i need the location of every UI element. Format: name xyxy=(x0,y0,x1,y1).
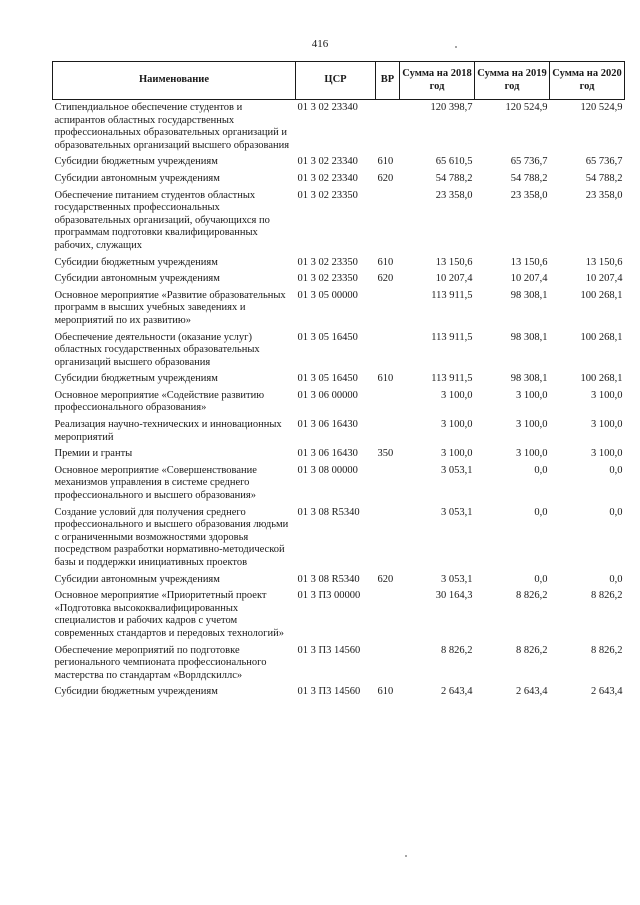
row-name: Субсидии автономным учреждениям xyxy=(54,172,220,184)
row-sum-2020: 100 268,1 xyxy=(580,373,623,385)
row-sum-2019: 10 207,4 xyxy=(510,273,548,285)
table-row xyxy=(53,417,625,446)
row-vr: 610 xyxy=(377,156,394,168)
row-vr xyxy=(376,588,400,642)
row-csr: 01 3 08 R5340 xyxy=(297,573,360,585)
table-row xyxy=(53,505,625,572)
row-name: Основное мероприятие «Совершенствование механизмов управления в системе среднего профессионального и высшего образования» xyxy=(54,464,257,502)
row-sum-2018: 23 358,0 xyxy=(435,189,473,201)
row-name: Субсидии автономным учреждениям xyxy=(54,573,220,585)
row-sum-2020: 13 150,6 xyxy=(585,256,623,268)
row-sum-2019: 8 826,2 xyxy=(516,644,548,656)
header-vr: ВР xyxy=(376,62,400,100)
row-csr: 01 3 П3 14560 xyxy=(297,686,361,698)
row-csr: 01 3 06 16430 xyxy=(297,419,358,431)
table-row xyxy=(53,588,625,642)
table-row xyxy=(53,643,625,685)
page-number: 416 xyxy=(311,38,329,50)
row-sum-2019: 8 826,2 xyxy=(516,590,548,602)
row-sum-2018: 120 398,7 xyxy=(430,102,473,113)
row-sum-2018: 3 053,1 xyxy=(441,506,473,518)
table-row xyxy=(53,154,625,171)
row-sum-2019: 3 100,0 xyxy=(516,389,548,401)
row-name: Субсидии автономным учреждениям xyxy=(54,273,220,285)
row-vr: 610 xyxy=(377,686,394,698)
header-csr: ЦСР xyxy=(296,62,376,100)
row-csr: 01 3 06 16430 xyxy=(297,448,358,460)
table-body xyxy=(53,100,625,701)
table-row xyxy=(53,572,625,589)
row-sum-2019: 0,0 xyxy=(534,464,548,476)
row-sum-2020: 8 826,2 xyxy=(591,644,623,656)
row-sum-2018: 10 207,4 xyxy=(435,273,473,285)
row-vr: 610 xyxy=(377,256,394,268)
row-sum-2019: 23 358,0 xyxy=(510,189,548,201)
row-name: Субсидии бюджетным учреждениям xyxy=(54,686,218,698)
scan-speck xyxy=(455,46,457,48)
table-row xyxy=(53,371,625,388)
scan-speck xyxy=(405,855,407,857)
row-sum-2020: 10 207,4 xyxy=(585,273,623,285)
table-row xyxy=(53,388,625,417)
row-name: Обеспечение питанием студентов областных государственных профессиональных образовательных организаций, обучающихся по программам подготовки квалифицированных рабочих, служащих xyxy=(54,189,270,251)
row-sum-2018: 13 150,6 xyxy=(435,256,473,268)
header-sum-2020: Сумма на 2020 год xyxy=(550,62,625,100)
row-vr: 620 xyxy=(377,273,394,285)
row-csr: 01 3 02 23350 xyxy=(297,189,358,201)
row-sum-2020: 54 788,2 xyxy=(585,172,623,184)
row-sum-2019: 3 100,0 xyxy=(516,448,548,460)
row-csr: 01 3 08 00000 xyxy=(297,464,358,476)
row-sum-2018: 8 826,2 xyxy=(441,644,473,656)
table-row xyxy=(53,271,625,288)
row-vr xyxy=(376,330,400,372)
row-name: Субсидии бюджетным учреждениям xyxy=(54,156,218,168)
row-vr xyxy=(376,417,400,446)
table-row xyxy=(53,330,625,372)
row-sum-2020: 2 643,4 xyxy=(591,686,623,698)
row-name: Стипендиальное обеспечение студентов и аспирантов областных государственных профессиональных образовательных организаций и образовательных организаций высшего образования xyxy=(54,102,290,151)
row-sum-2020: 120 524,9 xyxy=(580,102,623,113)
row-name: Основное мероприятие «Приоритетный проект «Подготовка высококвалифицированных специалистов и рабочих кадров с учетом современных стандартов и передовых технологий» xyxy=(54,590,284,639)
row-sum-2020: 0,0 xyxy=(609,464,623,476)
row-name: Реализация научно-технических и инновационных мероприятий xyxy=(54,419,282,443)
row-csr: 01 3 02 23350 xyxy=(297,273,358,285)
table-header-row xyxy=(53,62,625,100)
row-sum-2020: 0,0 xyxy=(609,506,623,518)
budget-table xyxy=(52,61,625,701)
row-sum-2019: 98 308,1 xyxy=(510,373,548,385)
row-sum-2018: 65 610,5 xyxy=(435,156,473,168)
row-vr: 620 xyxy=(377,573,394,585)
row-vr: 620 xyxy=(377,172,394,184)
row-sum-2018: 30 164,3 xyxy=(435,590,473,602)
row-sum-2020: 100 268,1 xyxy=(580,331,623,343)
row-sum-2018: 113 911,5 xyxy=(431,289,473,301)
row-sum-2020: 3 100,0 xyxy=(591,448,623,460)
row-sum-2018: 3 100,0 xyxy=(441,448,473,460)
row-sum-2020: 23 358,0 xyxy=(585,189,623,201)
row-name: Обеспечение мероприятий по подготовке регионального чемпионата профессионального мастерства по стандартам «Ворлдскиллс» xyxy=(54,644,267,681)
row-sum-2019: 0,0 xyxy=(534,573,548,585)
row-sum-2020: 8 826,2 xyxy=(591,590,623,602)
row-vr xyxy=(376,505,400,572)
row-csr: 01 3 02 23350 xyxy=(297,256,358,268)
row-csr: 01 3 05 16450 xyxy=(297,331,358,343)
row-name: Субсидии бюджетным учреждениям xyxy=(54,373,218,385)
row-csr: 01 3 06 00000 xyxy=(297,389,358,401)
row-sum-2019: 65 736,7 xyxy=(510,156,548,168)
table-row xyxy=(53,100,625,155)
row-sum-2018: 3 100,0 xyxy=(441,419,473,431)
header-sum-2019: Сумма на 2019 год xyxy=(475,62,550,100)
row-name: Основное мероприятие «Развитие образовательных программ в высших учебных заведениях и мероприятий по их развитию» xyxy=(54,289,286,326)
row-sum-2020: 65 736,7 xyxy=(585,156,623,168)
row-csr: 01 3 08 R5340 xyxy=(297,506,360,518)
row-vr: 610 xyxy=(377,373,394,385)
row-vr xyxy=(376,463,400,505)
row-sum-2018: 3 053,1 xyxy=(441,573,473,585)
row-vr xyxy=(376,100,400,155)
row-sum-2019: 98 308,1 xyxy=(510,331,548,343)
row-csr: 01 3 05 16450 xyxy=(297,373,358,385)
row-name: Основное мероприятие «Содействие развитию профессионального образования» xyxy=(54,389,265,414)
row-csr: 01 3 02 23340 xyxy=(297,102,358,113)
row-csr: 01 3 02 23340 xyxy=(297,156,358,168)
row-sum-2019: 13 150,6 xyxy=(510,256,548,268)
row-name: Создание условий для получения среднего профессионального и высшего образования людьми с ограниченными возможностями здоровья посредством разработки нормативно-методической базы и поддержки инициативных проектов xyxy=(54,506,289,568)
row-sum-2018: 3 053,1 xyxy=(441,464,473,476)
table-row xyxy=(53,255,625,272)
row-sum-2019: 120 524,9 xyxy=(505,102,548,113)
row-sum-2018: 113 911,5 xyxy=(431,373,473,385)
row-sum-2020: 100 268,1 xyxy=(580,289,623,301)
table-row xyxy=(53,188,625,255)
row-name: Обеспечение деятельности (оказание услуг) областных государственных образовательных организаций высшего образования xyxy=(54,331,260,368)
row-name: Премии и гранты xyxy=(54,448,133,460)
row-csr: 01 3 П3 14560 xyxy=(297,644,361,656)
header-name: Наименование xyxy=(53,62,296,100)
row-sum-2019: 98 308,1 xyxy=(510,289,548,301)
row-sum-2019: 3 100,0 xyxy=(516,419,548,431)
row-sum-2018: 54 788,2 xyxy=(435,172,473,184)
row-name: Субсидии бюджетным учреждениям xyxy=(54,256,218,268)
row-sum-2018: 3 100,0 xyxy=(441,389,473,401)
table-row xyxy=(53,463,625,505)
row-csr: 01 3 П3 00000 xyxy=(297,590,361,602)
row-sum-2019: 54 788,2 xyxy=(510,172,548,184)
row-sum-2019: 0,0 xyxy=(534,506,548,518)
row-sum-2018: 113 911,5 xyxy=(431,331,473,343)
row-sum-2019: 2 643,4 xyxy=(516,686,548,698)
row-vr xyxy=(376,643,400,685)
table-row xyxy=(53,171,625,188)
table-row xyxy=(53,684,625,701)
row-vr xyxy=(376,288,400,330)
row-vr xyxy=(376,188,400,255)
row-sum-2020: 0,0 xyxy=(609,573,623,585)
table-row xyxy=(53,446,625,463)
row-sum-2020: 3 100,0 xyxy=(591,389,623,401)
row-csr: 01 3 05 00000 xyxy=(297,289,358,301)
row-csr: 01 3 02 23340 xyxy=(297,172,358,184)
row-sum-2020: 3 100,0 xyxy=(591,419,623,431)
row-vr: 350 xyxy=(377,448,394,460)
row-vr xyxy=(376,388,400,417)
row-sum-2018: 2 643,4 xyxy=(441,686,473,698)
table-row xyxy=(53,288,625,330)
header-sum-2018: Сумма на 2018 год xyxy=(400,62,475,100)
